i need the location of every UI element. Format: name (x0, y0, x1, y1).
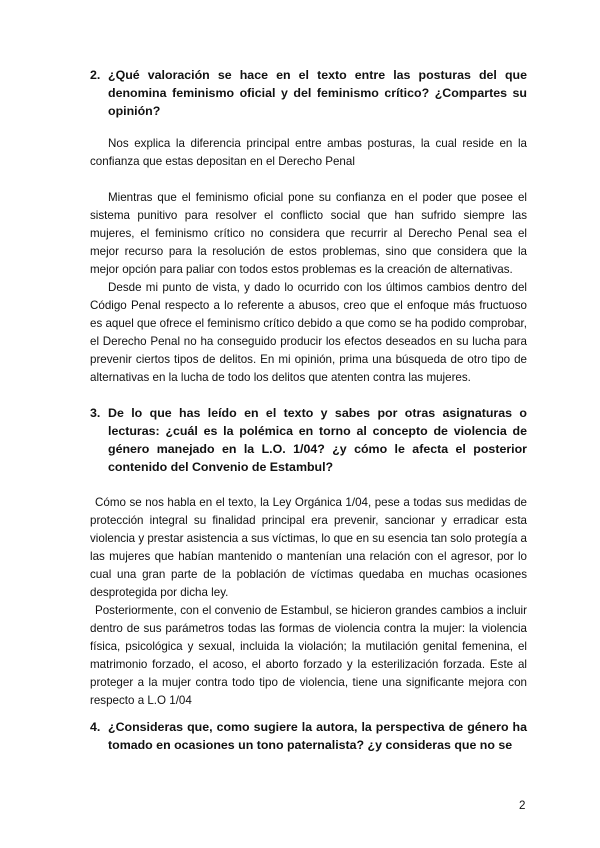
paragraph-5: Posteriormente, con el convenio de Estambul, se hicieron grandes cambios a incluir dentro de sus parámetros todas las formas de violencia contra la mujer: la violencia física, psicológica y sexual, incluida la violación; la mutilación genital femenina, el matrimonio forzado, el acoso, el aborto forzado y la esterilización forzada. Este al proteger a la mujer contra todo tipo de violencia, tiene una significante mejora con respecto a L.O 1/04 (90, 604, 527, 707)
question-number: 3. (90, 406, 101, 420)
page-number: 2 (519, 799, 526, 812)
question-4 (90, 718, 527, 754)
question-text: ¿Consideras que, como sugiere la autora, la perspectiva de género ha tomado en ocasiones un tono paternalista? ¿y consideras que no se (108, 720, 527, 752)
paragraph-4: Cómo se nos habla en el texto, la Ley Orgánica 1/04, pese a todas sus medidas de protección integral su finalidad principal era prevenir, sancionar y erradicar esta violencia y prestar asistencia a sus víctimas, lo que en su esencia tan solo protegía a las mujeres que habían mantenido o mantenían una relación con el agresor, por lo cual una gran parte de la población de víctimas quedaba en muchas ocasiones desprotegida por dicha ley. (90, 496, 527, 599)
question-2 (90, 66, 527, 120)
paragraph-3: Desde mi punto de vista, y dado lo ocurrido con los últimos cambios dentro del Código Penal respecto a lo referente a abusos, creo que el enfoque más fructuoso es aquel que ofrece el feminismo crítico debido a que como se ha podido comprobar, el Derecho Penal no ha conseguido producir los efectos deseados en su lucha para prevenir ciertos tipos de delitos. En mi opinión, prima una búsqueda de otro tipo de alternativas en la lucha de todo los delitos que atenten contra las mujeres. (90, 281, 527, 384)
question-text: De lo que has leído en el texto y sabes por otras asignaturas o lecturas: ¿cuál es la polémica en torno al concepto de violencia de género manejado en la L.O. 1/04? ¿y cómo le afecta el posterior contenido del Convenio de Estambul? (108, 406, 527, 474)
question-3 (90, 404, 527, 476)
question-number: 4. (90, 720, 101, 734)
question-number: 2. (90, 68, 101, 82)
paragraph-2: Mientras que el feminismo oficial pone su confianza en el poder que posee el sistema punitivo para resolver el conflicto social que han sufrido siempre las mujeres, el feminismo crítico no considera que recurrir al Derecho Penal sea el mejor recurso para la resolución de estos problemas, sino que considera que la mejor opción para paliar con todos estos problemas es la creación de alternativas. (90, 191, 527, 276)
paragraph-1: Nos explica la diferencia principal entre ambas posturas, la cual reside en la confianza que estas depositan en el Derecho Penal (90, 137, 527, 168)
question-text: ¿Qué valoración se hace en el texto entre las posturas del que denomina feminismo oficial y del feminismo crítico? ¿Compartes su opinión? (108, 68, 527, 118)
